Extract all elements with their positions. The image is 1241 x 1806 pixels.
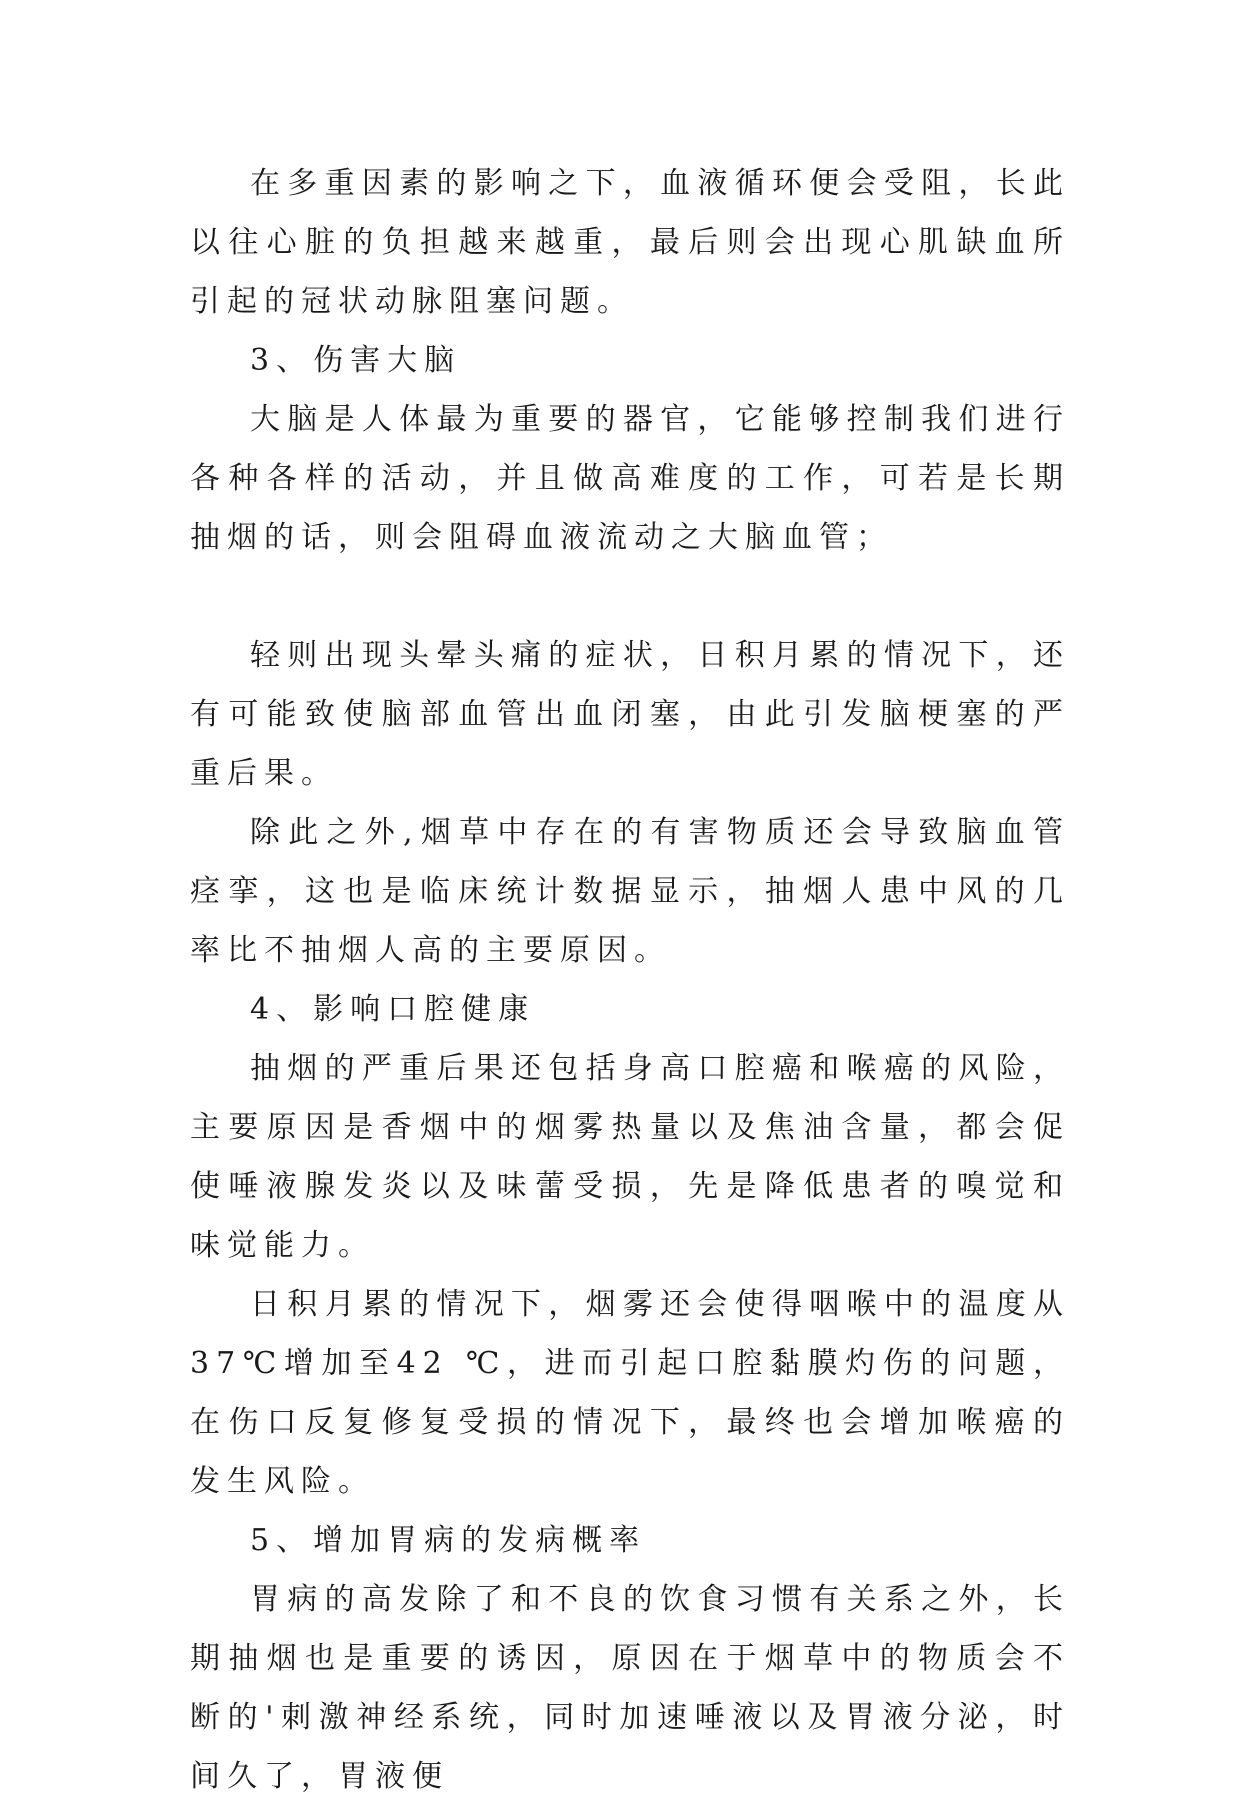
section-heading-brain: 3、伤害大脑: [250, 343, 462, 378]
paragraph-gap: [190, 567, 1070, 626]
paragraph-heart-burden: 在多重因素的影响之下，血液循环便会受阻，长此以往心脏的负担越来越重，最后则会出现心肌缺血所引起的冠状动脉阻塞问题。: [190, 166, 1070, 319]
paragraph-brain-symptoms: 轻则出现头晕头痛的症状，日积月累的情况下，还有可能致使脑部血管出血闭塞，由此引发脑梗塞的严重后果。: [190, 638, 1070, 791]
paragraph-brain-importance: 大脑是人体最为重要的器官，它能够控制我们进行各种各样的活动，并且做高难度的工作，可若是长期抽烟的话，则会阻碍血液流动之大脑血管；: [190, 402, 1070, 555]
section-heading-stomach: 5、增加胃病的发病概率: [250, 1523, 647, 1558]
section-heading-oral: 4、影响口腔健康: [250, 992, 536, 1027]
paragraph-brain-spasm: 除此之外,烟草中存在的有害物质还会导致脑血管痉挛，这也是临床统计数据显示，抽烟人患中风的几率比不抽烟人高的主要原因。: [190, 815, 1070, 968]
paragraph-oral-cancer-risk: 抽烟的严重后果还包括身高口腔癌和喉癌的风险，主要原因是香烟中的烟雾热量以及焦油含量，都会促使唾液腺发炎以及味蕾受损，先是降低患者的嗅觉和味觉能力。: [190, 1051, 1070, 1263]
paragraph-stomach-disease: 胃病的高发除了和不良的饮食习惯有关系之外，长期抽烟也是重要的诱因，原因在于烟草中的物质会不断的'刺激神经系统，同时加速唾液以及胃液分泌，时间久了，胃液便: [190, 1582, 1070, 1794]
paragraph-oral-temperature: 日积月累的情况下，烟雾还会使得咽喉中的温度从37℃增加至42 ℃，进而引起口腔黏膜灼伤的问题，在伤口反复修复受损的情况下，最终也会增加喉癌的发生风险。: [190, 1287, 1070, 1499]
document-body: [190, 154, 1070, 1806]
